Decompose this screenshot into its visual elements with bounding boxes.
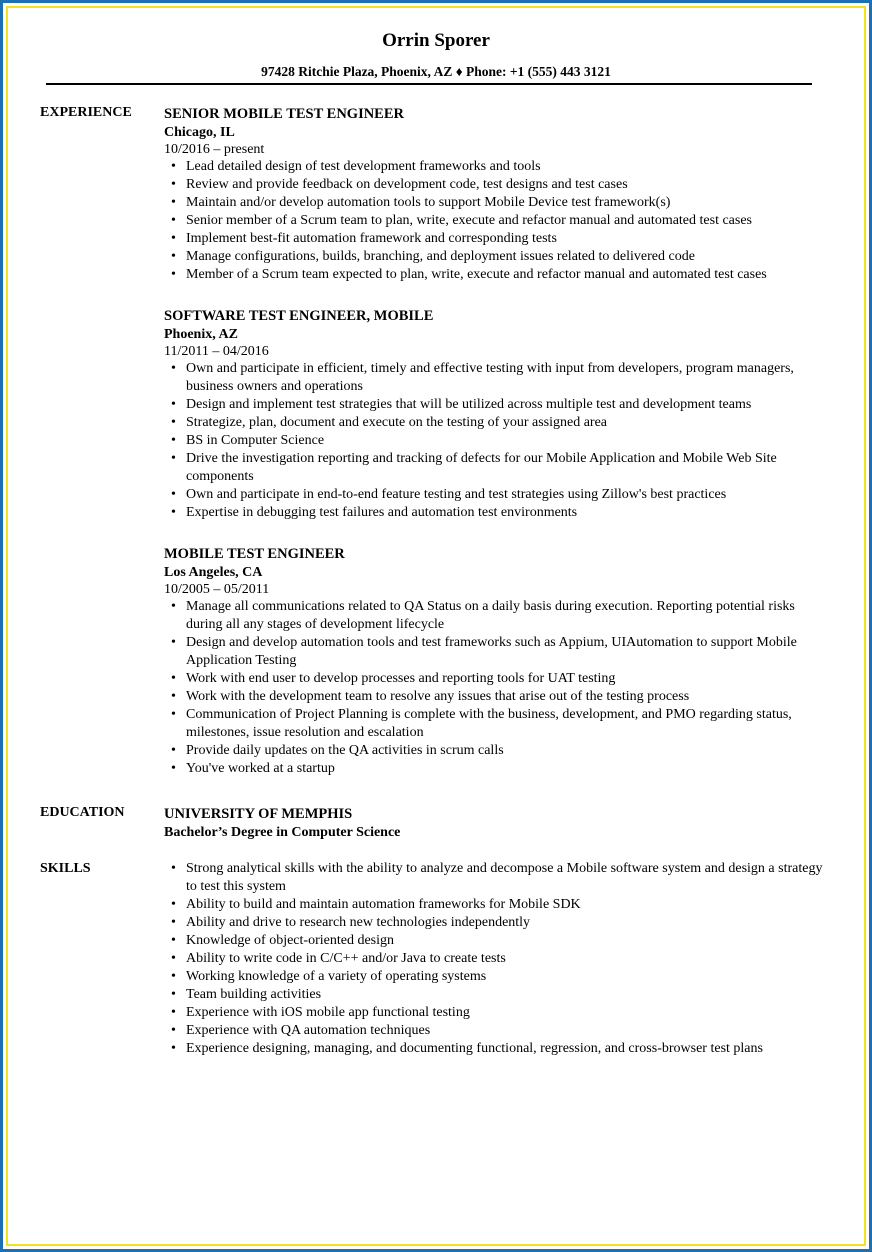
list-item: • Senior member of a Scrum team to plan, write, execute and refactor manual and automated test cases bbox=[164, 212, 824, 230]
degree: Bachelor’s Degree in Computer Science bbox=[164, 825, 401, 840]
job-title: MOBILE TEST ENGINEER bbox=[164, 546, 345, 562]
candidate-name: Orrin Sporer bbox=[382, 30, 490, 51]
job-title: SOFTWARE TEST ENGINEER, MOBILE bbox=[164, 308, 434, 324]
list-item: • Strategize, plan, document and execute on the testing of your assigned area bbox=[164, 414, 824, 432]
job-entry bbox=[164, 104, 824, 284]
list-item: • Working knowledge of a variety of operating systems bbox=[164, 968, 824, 986]
list-item: • Communication of Project Planning is complete with the business, development, and PMO regarding status, milestones, issue resolution and escalation bbox=[164, 706, 824, 742]
job-title: SENIOR MOBILE TEST ENGINEER bbox=[164, 106, 405, 122]
list-item: • Ability to write code in C/C++ and/or Java to create tests bbox=[164, 950, 824, 968]
list-item: • Manage configurations, builds, branching, and deployment issues related to delivered code bbox=[164, 248, 824, 266]
list-item: • Own and participate in efficient, timely and effective testing with input from developers, program managers, business owners and operations bbox=[164, 360, 824, 396]
job-bullets bbox=[164, 598, 824, 778]
list-item: • Work with the development team to resolve any issues that arise out of the testing process bbox=[164, 688, 824, 706]
job-entry bbox=[164, 544, 824, 778]
list-item: • Design and develop automation tools and test frameworks such as Appium, UIAutomation to support Mobile Application Testing bbox=[164, 634, 824, 670]
skills-heading: SKILLS bbox=[40, 861, 91, 876]
job-dates: 11/2011 – 04/2016 bbox=[164, 344, 269, 359]
list-item: • Experience designing, managing, and documenting functional, regression, and cross-browser test plans bbox=[164, 1040, 824, 1058]
contact-line: 97428 Ritchie Plaza, Phoenix, AZ ♦ Phone: +1 (555) 443 3121 bbox=[261, 64, 611, 79]
job-location: Phoenix, AZ bbox=[164, 327, 238, 342]
list-item: • You've worked at a startup bbox=[164, 760, 824, 778]
list-item: • Ability and drive to research new technologies independently bbox=[164, 914, 824, 932]
list-item: • Expertise in debugging test failures and automation test environments bbox=[164, 504, 824, 522]
list-item: • Experience with QA automation techniques bbox=[164, 1022, 824, 1040]
skills-bullets bbox=[164, 860, 824, 1058]
job-dates: 10/2016 – present bbox=[164, 142, 265, 157]
list-item: • Provide daily updates on the QA activities in scrum calls bbox=[164, 742, 824, 760]
job-dates: 10/2005 – 05/2011 bbox=[164, 582, 270, 597]
list-item: • Member of a Scrum team expected to plan, write, execute and refactor manual and automated test cases bbox=[164, 266, 824, 284]
school-name: UNIVERSITY OF MEMPHIS bbox=[164, 806, 353, 822]
header-divider bbox=[46, 83, 812, 85]
education-heading: EDUCATION bbox=[40, 805, 125, 820]
job-bullets bbox=[164, 158, 824, 284]
list-item: • Drive the investigation reporting and tracking of defects for our Mobile Application and Mobile Web Site components bbox=[164, 450, 824, 486]
job-location: Chicago, IL bbox=[164, 125, 235, 140]
experience-heading: EXPERIENCE bbox=[40, 105, 132, 120]
list-item: • Design and implement test strategies that will be utilized across multiple test and development teams bbox=[164, 396, 824, 414]
list-item: • Ability to build and maintain automation frameworks for Mobile SDK bbox=[164, 896, 824, 914]
list-item: • Implement best-fit automation framework and corresponding tests bbox=[164, 230, 824, 248]
skills-list bbox=[164, 860, 824, 1058]
job-entry bbox=[164, 306, 824, 522]
list-item: • Team building activities bbox=[164, 986, 824, 1004]
job-location: Los Angeles, CA bbox=[164, 565, 263, 580]
list-item: • Knowledge of object-oriented design bbox=[164, 932, 824, 950]
list-item: • Review and provide feedback on development code, test designs and test cases bbox=[164, 176, 824, 194]
list-item: • Lead detailed design of test development frameworks and tools bbox=[164, 158, 824, 176]
list-item: • Manage all communications related to QA Status on a daily basis during execution. Reporting potential risks during all any stages of development lifecycle bbox=[164, 598, 824, 634]
list-item: • Own and participate in end-to-end feature testing and test strategies using Zillow's best practices bbox=[164, 486, 824, 504]
list-item: • Experience with iOS mobile app functional testing bbox=[164, 1004, 824, 1022]
list-item: • Maintain and/or develop automation tools to support Mobile Device test framework(s) bbox=[164, 194, 824, 212]
job-bullets bbox=[164, 360, 824, 522]
list-item: • BS in Computer Science bbox=[164, 432, 824, 450]
list-item: • Strong analytical skills with the ability to analyze and decompose a Mobile software system and design a strategy to test this system bbox=[164, 860, 824, 896]
list-item: • Work with end user to develop processes and reporting tools for UAT testing bbox=[164, 670, 824, 688]
education-entry bbox=[164, 804, 824, 842]
resume-page bbox=[8, 8, 864, 1244]
